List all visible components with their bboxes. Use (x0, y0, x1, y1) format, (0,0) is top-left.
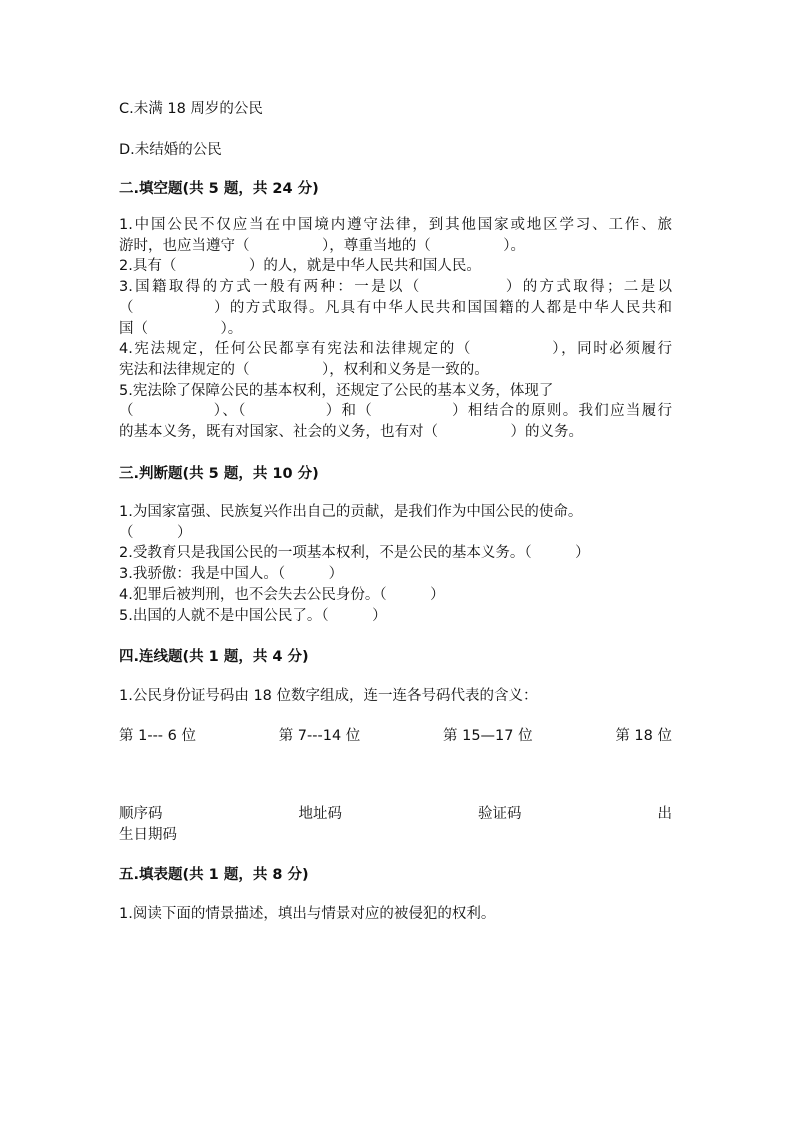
position-label: 第 7---14 位 (278, 728, 361, 744)
fill-line: 宪法和法律规定的（ ），权利和义务是一致的。 (119, 361, 489, 378)
section-2-heading: 二.填空题(共 5 题，共 24 分) (119, 181, 319, 197)
section-3-questions (119, 502, 672, 626)
fill-line: （ ）、（ ）和（ ）相结合的原则。我们应当履行 (119, 403, 672, 420)
position-row (119, 724, 672, 745)
judge-line: （ ） (119, 524, 192, 541)
option-c: C.未满 18 周岁的公民 (119, 101, 263, 117)
fill-line: 4.宪法规定，任何公民都享有宪法和法律规定的（ ），同时必须履行 (119, 341, 672, 358)
judge-line: 1.为国家富强、民族复兴作出自己的贡献，是我们作为中国公民的使命。 (119, 504, 583, 520)
section-5-heading: 五.填表题(共 1 题，共 8 分) (119, 867, 309, 883)
position-label: 第 15—17 位 (442, 728, 533, 744)
section-3-heading: 三.判断题(共 5 题，共 10 分) (119, 466, 319, 482)
fill-line: 1.中国公民不仅应当在中国境内遵守法律，到其他国家或地区学习、工作、旅 (119, 217, 672, 233)
fill-line: 国（ ）。 (119, 320, 243, 337)
meaning-row (119, 802, 672, 823)
judge-line: 5.出国的人就不是中国公民了。（ ） (119, 607, 387, 624)
meaning-label: 地址码 (298, 806, 342, 822)
position-label: 第 1--- 6 位 (119, 728, 196, 744)
judge-line: 2.受教育只是我国公民的一项基本权利，不是公民的基本义务。（ ） (119, 545, 590, 562)
judge-line: 3.我骄傲：我是中国人。（ ） (119, 566, 344, 583)
fill-line: （ ）的方式取得。凡具有中华人民共和国国籍的人都是中华人民共和 (119, 299, 672, 316)
meaning-label: 验证码 (478, 806, 522, 822)
section-4-heading: 四.连线题(共 1 题，共 4 分) (119, 649, 309, 665)
option-d: D.未结婚的公民 (119, 142, 222, 158)
fill-line: 游时，也应当遵守（ ），尊重当地的（ ）。 (119, 237, 525, 254)
position-label: 第 18 位 (615, 728, 672, 744)
judge-line: 4.犯罪后被判刑，也不会失去公民身份。（ ） (119, 586, 445, 603)
fill-line: 5.宪法除了保障公民的基本权利，还规定了公民的基本义务，体现了 (119, 382, 554, 399)
fill-line: 的基本义务，既有对国家、社会的义务，也有对（ ）的义务。 (119, 424, 583, 441)
fill-line: 2.具有（ ）的人，就是中华人民共和国人民。 (119, 258, 481, 275)
matching-question: 1.公民身份证号码由 18 位数字组成，连一连各号码代表的含义： (119, 688, 538, 704)
meaning-label: 出 (657, 806, 672, 822)
meaning-wrap: 生日期码 (119, 827, 177, 843)
fill-line: 3.国籍取得的方式一般有两种：一是以（ ）的方式取得；二是以 (119, 279, 672, 296)
meaning-label: 顺序码 (119, 806, 163, 822)
section-2-questions (119, 215, 672, 443)
table-question: 1.阅读下面的情景描述，填出与情景对应的被侵犯的权利。 (119, 906, 496, 922)
